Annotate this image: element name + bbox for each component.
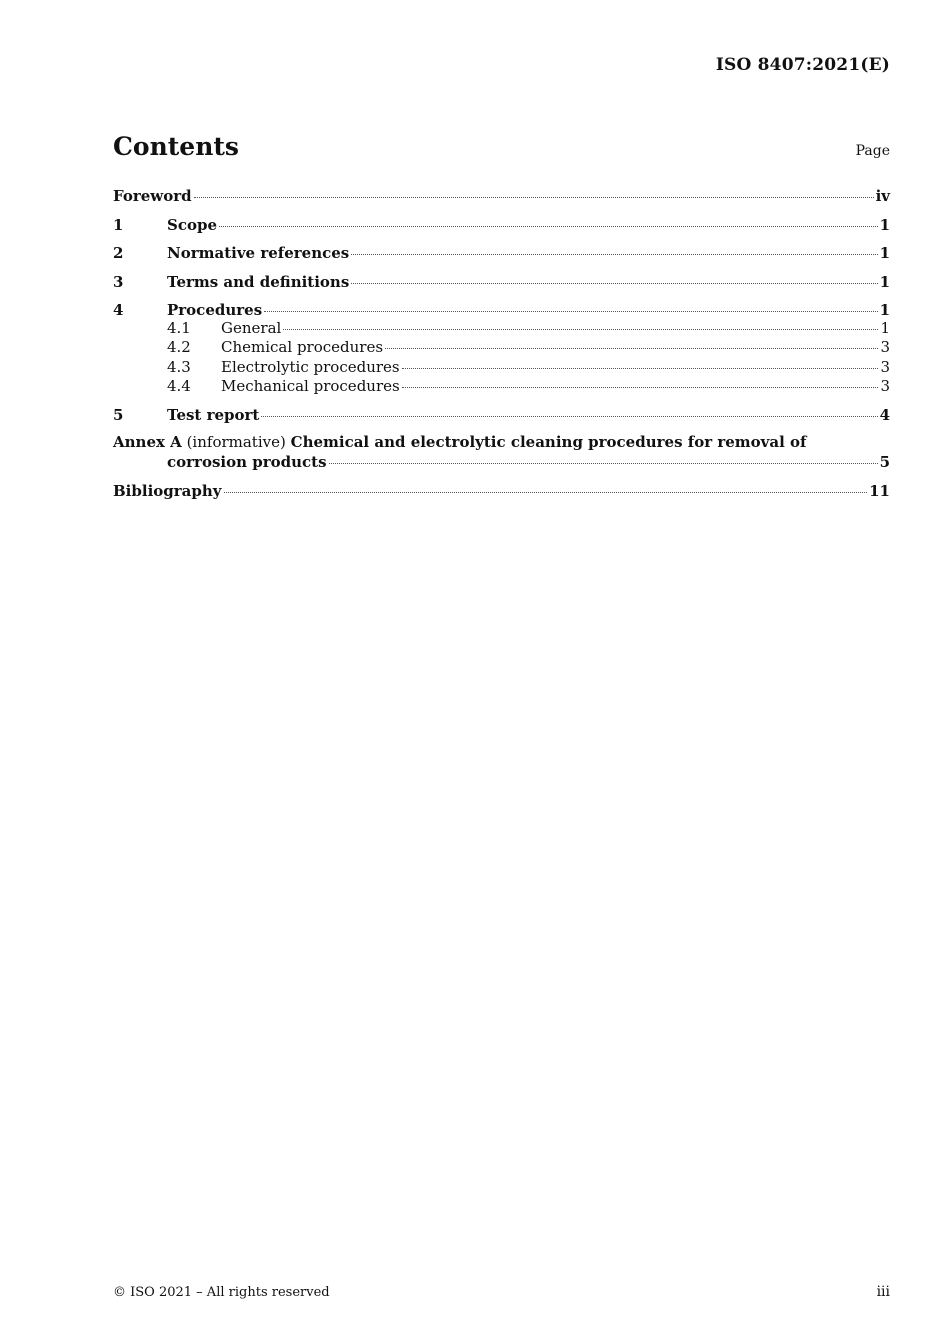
dot-leader xyxy=(283,329,878,330)
toc-entry-scope[interactable] xyxy=(113,214,890,243)
toc-entry-number: 4.4 xyxy=(167,376,191,395)
toc-entry-page: 1 xyxy=(879,301,890,319)
toc-entry-annex-a[interactable] xyxy=(113,432,890,480)
toc-entry-number: 5 xyxy=(113,405,124,424)
toc-entry-page: 3 xyxy=(880,338,890,357)
toc-entry-title: Scope xyxy=(167,215,218,234)
dot-leader xyxy=(224,492,868,493)
toc-entry-number: 3 xyxy=(113,272,124,291)
page-column-label: Page xyxy=(855,143,890,159)
toc-entry-bibliography[interactable] xyxy=(113,480,890,509)
dot-leader xyxy=(385,348,878,349)
table-of-contents xyxy=(113,185,890,509)
toc-entry-title: Chemical procedures xyxy=(221,338,384,357)
toc-entry-normative-references[interactable] xyxy=(113,242,890,271)
toc-entry-page: 3 xyxy=(880,376,890,395)
toc-entry-number: 4.3 xyxy=(167,357,191,376)
toc-entry-procedures[interactable] xyxy=(113,299,890,319)
page-number: iii xyxy=(876,1284,890,1300)
dot-leader xyxy=(402,368,879,369)
toc-entry-title: Terms and definitions xyxy=(167,272,350,291)
toc-entry-terms-and-definitions[interactable] xyxy=(113,271,890,300)
toc-entry-number: 1 xyxy=(113,215,124,234)
toc-entry-page: 1 xyxy=(879,244,890,262)
toc-entry-title: Electrolytic procedures xyxy=(221,357,400,376)
toc-entry-page: 5 xyxy=(879,453,890,472)
dot-leader xyxy=(194,197,874,198)
toc-entry-test-report[interactable] xyxy=(113,404,890,433)
copyright-notice: © ISO 2021 – All rights reserved xyxy=(113,1285,330,1300)
contents-heading: Contents xyxy=(113,132,240,161)
annex-heading-line xyxy=(113,432,890,452)
dot-leader xyxy=(261,416,877,417)
toc-entry-title: Procedures xyxy=(167,301,263,319)
toc-subentry-general[interactable] xyxy=(113,319,890,338)
annex-title-line2: corrosion products xyxy=(167,453,327,472)
dot-leader xyxy=(219,226,878,227)
toc-entry-title: Normative references xyxy=(167,244,350,262)
toc-entry-page: 11 xyxy=(869,482,890,501)
annex-type: (informative) xyxy=(186,433,286,452)
toc-entry-title: General xyxy=(221,319,282,337)
toc-entry-page: 1 xyxy=(880,319,890,337)
toc-entry-foreword[interactable] xyxy=(113,185,890,214)
annex-continuation-line xyxy=(113,452,890,480)
toc-entry-number: 4.2 xyxy=(167,338,191,357)
dot-leader xyxy=(264,311,877,312)
toc-entry-title: Foreword xyxy=(113,187,192,205)
toc-entry-page: 1 xyxy=(879,272,890,291)
dot-leader xyxy=(329,463,878,464)
toc-subentry-electrolytic-procedures[interactable] xyxy=(113,358,890,377)
toc-entry-number: 2 xyxy=(113,244,124,262)
dot-leader xyxy=(351,254,877,255)
annex-title-line1: Chemical and electrolytic cleaning procedures for removal of xyxy=(290,433,807,452)
toc-entry-page: iv xyxy=(875,187,890,205)
toc-subentry-mechanical-procedures[interactable] xyxy=(113,377,890,404)
toc-entry-page: 3 xyxy=(880,357,890,376)
toc-entry-number: 4 xyxy=(113,301,124,319)
toc-entry-title: Mechanical procedures xyxy=(221,376,400,395)
document-id: ISO 8407:2021(E) xyxy=(715,55,890,75)
toc-entry-page: 4 xyxy=(879,405,890,424)
toc-subentry-chemical-procedures[interactable] xyxy=(113,338,890,357)
toc-entry-number: 4.1 xyxy=(167,319,191,337)
annex-label: Annex A xyxy=(113,433,182,452)
dot-leader xyxy=(402,387,879,388)
dot-leader xyxy=(351,283,877,284)
toc-entry-title: Test report xyxy=(167,405,260,424)
toc-entry-title: Bibliography xyxy=(113,482,222,501)
toc-entry-page: 1 xyxy=(879,215,890,234)
